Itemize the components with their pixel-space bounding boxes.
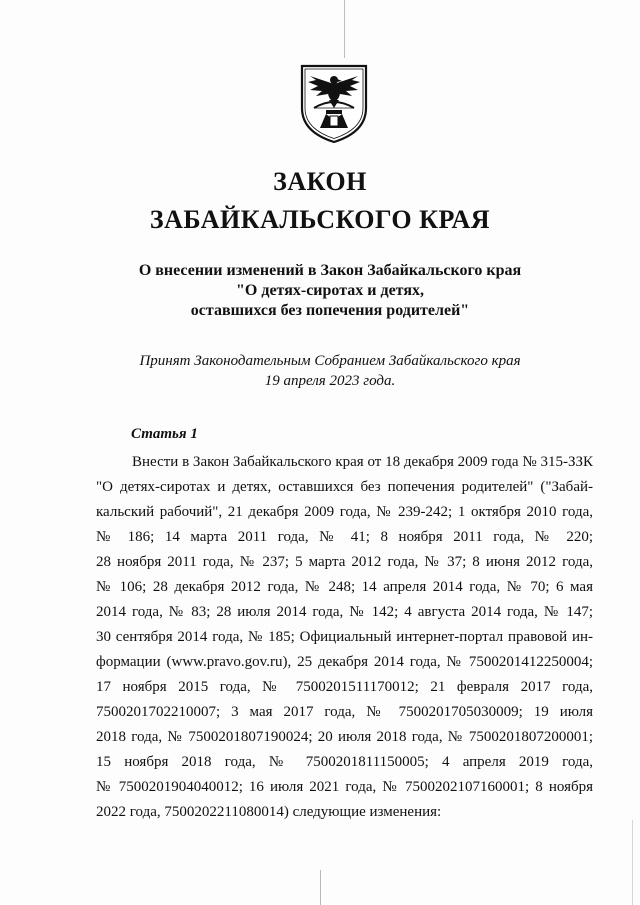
law-title: ЗАКОН (273, 167, 367, 196)
adoption-date: 19 апреля 2023 года. (264, 373, 396, 389)
article-line: № 186; 14 марта 2011 года, № 41; 8 ноября 2011 года, № 220; (96, 529, 593, 545)
article-line: № 7500201904040012; 16 июля 2021 года, № 7500202107160001; 8 ноября (96, 779, 593, 795)
article-line: Внести в Закон Забайкальского края от 18 декабря 2009 года № 315-ЗЗК (132, 454, 593, 470)
article-line: 17 ноября 2015 года, № 7500201511170012; 21 февраля 2017 года, (96, 679, 593, 695)
article-line: 30 сентября 2014 года, № 185; Официальный интернет-портал правовой ин- (96, 629, 593, 645)
law-subtitle-line: "О детях-сиротах и детях, (236, 282, 424, 299)
article-line: 15 ноября 2018 года, № 7500201811150005; 4 апреля 2019 года, (96, 754, 593, 770)
zabaikalsky-krai-coat-of-arms-icon (296, 62, 372, 144)
law-subtitle-line: О внесении изменений в Закон Забайкальского края (138, 262, 522, 279)
article-line: 7500201702210007; 3 мая 2017 года, № 7500201705030009; 19 июля (96, 704, 593, 720)
article-line: кальский рабочий", 21 декабря 2009 года, № 239-242; 1 октября 2010 года, (96, 504, 593, 520)
article-line: "О детях-сиротах и детях, оставшихся без попечения родителей" ("Забай- (96, 479, 593, 495)
article-heading: Статья 1 (131, 426, 198, 442)
article-line: № 106; 28 декабря 2012 года, № 248; 14 апреля 2014 года, № 70; 6 мая (96, 579, 593, 595)
article-line: формации (www.pravo.gov.ru), 25 декабря 2014 года, № 7500201412250004; (96, 654, 593, 670)
adoption-note-line: Принят Законодательным Собранием Забайкальского края (139, 353, 521, 369)
article-body (96, 452, 593, 832)
scan-artifact-line (344, 0, 345, 58)
article-line: 28 ноября 2011 года, № 237; 5 марта 2012 года, № 37; 8 июня 2012 года, (96, 554, 593, 570)
region-title: ЗАБАЙКАЛЬСКОГО КРАЯ (149, 205, 491, 234)
article-line: 2022 года, 7500202211080014) следующие изменения: (96, 804, 442, 820)
scan-artifact-line (320, 870, 321, 905)
article-line: 2014 года, № 83; 28 июля 2014 года, № 142; 4 августа 2014 года, № 147; (96, 604, 593, 620)
article-line: 2018 года, № 7500201807190024; 20 июля 2018 года, № 7500201807200001; (96, 729, 593, 745)
scan-artifact-line (632, 820, 633, 905)
law-subtitle-line: оставшихся без попечения родителей" (190, 302, 470, 319)
